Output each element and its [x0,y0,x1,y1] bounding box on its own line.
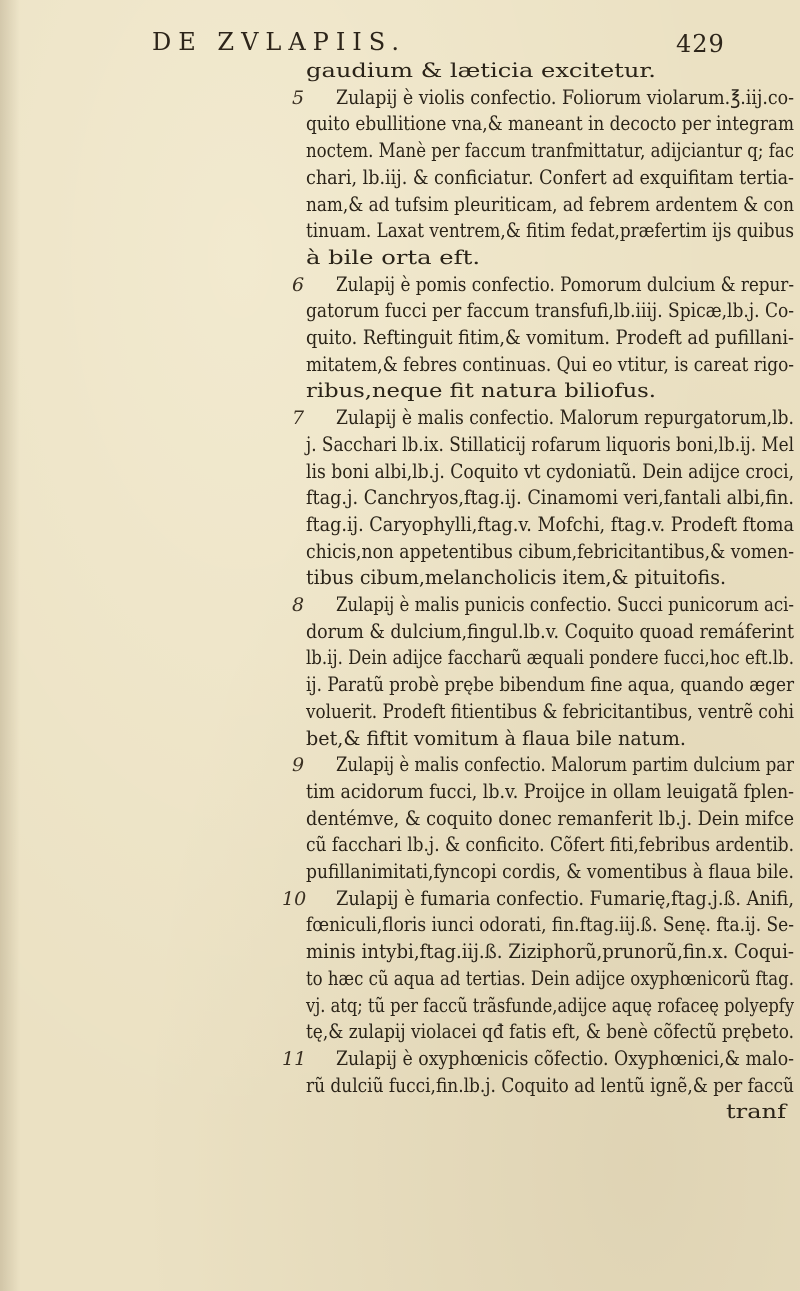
text-line [0,298,800,324]
line-text: Zulapij è fumaria confectio. Fumarię,ftag.j.ß. Anifi, [336,886,795,910]
text-line [0,111,800,137]
line-text: pufillanimitati,fyncopi cordis, & vomentibus à flaua bile. [306,860,794,883]
line-text: tę,& zulapij violacei qđ fatis eft, & benè cõfectũ prębeto. [306,1020,794,1044]
line-text: fœniculi,floris iunci odorati, fin.ftag.iij.ß. Senę. fta.ij. Se- [306,913,794,937]
text-line [0,886,800,912]
line-text: tibus cibum,melancholicis item,& pituitofis. [306,566,726,590]
line-text: chicis,non appetentibus cibum,febricitantibus,& vomen- [306,539,794,563]
line-text: tim acidorum fucci, lb.v. Proijce in ollam leuigatã fplen- [306,779,795,803]
text-line [0,699,800,725]
recipe-number: 8 [292,594,305,616]
line-text: to hæc cũ aqua ad tertias. Dein adijce oxyphœnicorũ ftag. [306,966,794,990]
text-line [0,859,800,885]
text-line [0,993,800,1019]
line-text: quito ebullitione vna,& maneant in decocto per integram [306,112,794,136]
text-line [0,459,800,485]
line-text: Zulapij è malis confectio. Malorum partim dulcium par [336,753,795,777]
line-text: cũ facchari lb.j. & conficito. Cõfert fiti,febribus ardentib. [306,833,795,857]
text-line [0,832,800,858]
line-text: Zulapij è violis confectio. Foliorum violarum.℥.iij.co- [336,85,794,109]
line-text: gaudium & læticia excitetur. [306,59,656,82]
text-line [0,378,800,404]
line-text: Zulapij è oxyphœnicis cõfectio. Oxyphœnici,& malo- [336,1046,795,1070]
line-text: vj. atq; tũ per faccũ trãsfunde,adijce aquę rofaceę polyepfy [306,993,795,1017]
text-line [0,138,800,164]
text-line [0,485,800,511]
line-text: ij. Paratũ probè prębe bibendum fine aqua, quando æger [306,673,795,697]
text-line [0,779,800,805]
line-text: chari, lb.iij. & conficiatur. Confert ad exquifitam tertia- [306,165,794,189]
text-line [0,966,800,992]
text-line [0,752,800,778]
line-text: à bile orta eft. [306,245,481,269]
line-text: nam,& ad tufsim pleuriticam, ad febrem ardentem & con [306,192,794,216]
line-text: ribus,neque fit natura biliofus. [306,379,657,403]
recipe-number: 11 [282,1047,307,1070]
page-header [0,22,800,58]
text-line [0,218,800,244]
text-line [0,325,800,351]
line-text: rũ dulciũ fucci,fin.lb.j. Coquito ad lentũ ignẽ,& per faccũ [306,1073,794,1097]
recipe-number: 10 [282,887,307,910]
text-line [0,432,800,458]
line-text: ftag.j. Canchryos,ftag.ij. Cinamomi veri,fantali albi,fin. [306,486,795,510]
text-line [0,672,800,698]
line-text: Zulapij è pomis confectio. Pomorum dulcium & repur- [336,272,794,296]
recipe-number: 9 [292,754,305,777]
recipe-number: 5 [292,86,305,109]
text-line [0,1099,800,1125]
text-line [0,645,800,671]
line-text: gatorum fucci per faccum transfufi,lb.iiij. Spicæ,lb.j. Co- [306,299,795,323]
line-text: dentémve, & coquito donec remanferit lb.j. Dein mifce [306,806,795,830]
recipe-number: 6 [292,273,305,296]
line-text: ftag.ij. Caryophylli,ftag.v. Mofchi, ftag.v. Prodeft ftoma [306,512,795,536]
text-line [0,726,800,752]
line-text: quito. Reftinguit fitim,& vomitum. Prodeft ad pufillani- [306,326,794,349]
text-line [0,272,800,298]
line-text: mitatem,& febres continuas. Qui eo vtitur, is careat rigo- [306,352,795,376]
line-text: tranf [726,1100,786,1124]
text-line [0,565,800,591]
recipe-number: 7 [292,407,305,430]
text-line [0,352,800,378]
text-line [0,58,800,84]
text-line [0,85,800,111]
page-number: 429 [676,30,725,58]
text-line [0,806,800,832]
running-head: DE ZVLAPIIS. [152,28,406,56]
line-text: Zulapij è malis punicis confectio. Succi punicorum aci- [336,593,794,616]
line-text: Zulapij è malis confectio. Malorum repurgatorum,lb. [336,406,794,430]
text-line [0,939,800,965]
line-text: dorum & dulcium,fingul.lb.v. Coquito quoad remáferint [306,619,795,643]
text-line [0,1046,800,1072]
text-line [0,245,800,271]
line-text: voluerit. Prodeft fitientibus & febricitantibus, ventrẽ cohi [306,699,795,723]
text-line [0,912,800,938]
line-text: noctem. Manè per faccum tranfmittatur, adijciantur q; fac [306,139,795,163]
text-line [0,1073,800,1099]
line-text: bet,& fiftit vomitum à flaua bile natum. [306,726,686,750]
line-text: j. Sacchari lb.ix. Stillaticij rofarum liquoris boni,lb.ij. Mel [306,432,795,456]
text-line [0,539,800,565]
text-line [0,405,800,431]
text-line [0,619,800,645]
text-line [0,165,800,191]
line-text: lb.ij. Dein adijce faccharũ æquali pondere fucci,hoc eft.lb. [306,646,794,670]
text-line [0,192,800,218]
text-line [0,1019,800,1045]
line-text: tinuam. Laxat ventrem,& fitim fedat,præfertim ijs quibus [306,219,795,243]
line-text: minis intybi,ftag.iij.ß. Ziziphorũ,prunorũ,fin.x. Coqui- [306,940,795,964]
text-line [0,592,800,618]
text-line [0,512,800,538]
line-text: lis boni albi,lb.j. Coquito vt cydoniatũ. Dein adijce croci, [306,459,795,483]
